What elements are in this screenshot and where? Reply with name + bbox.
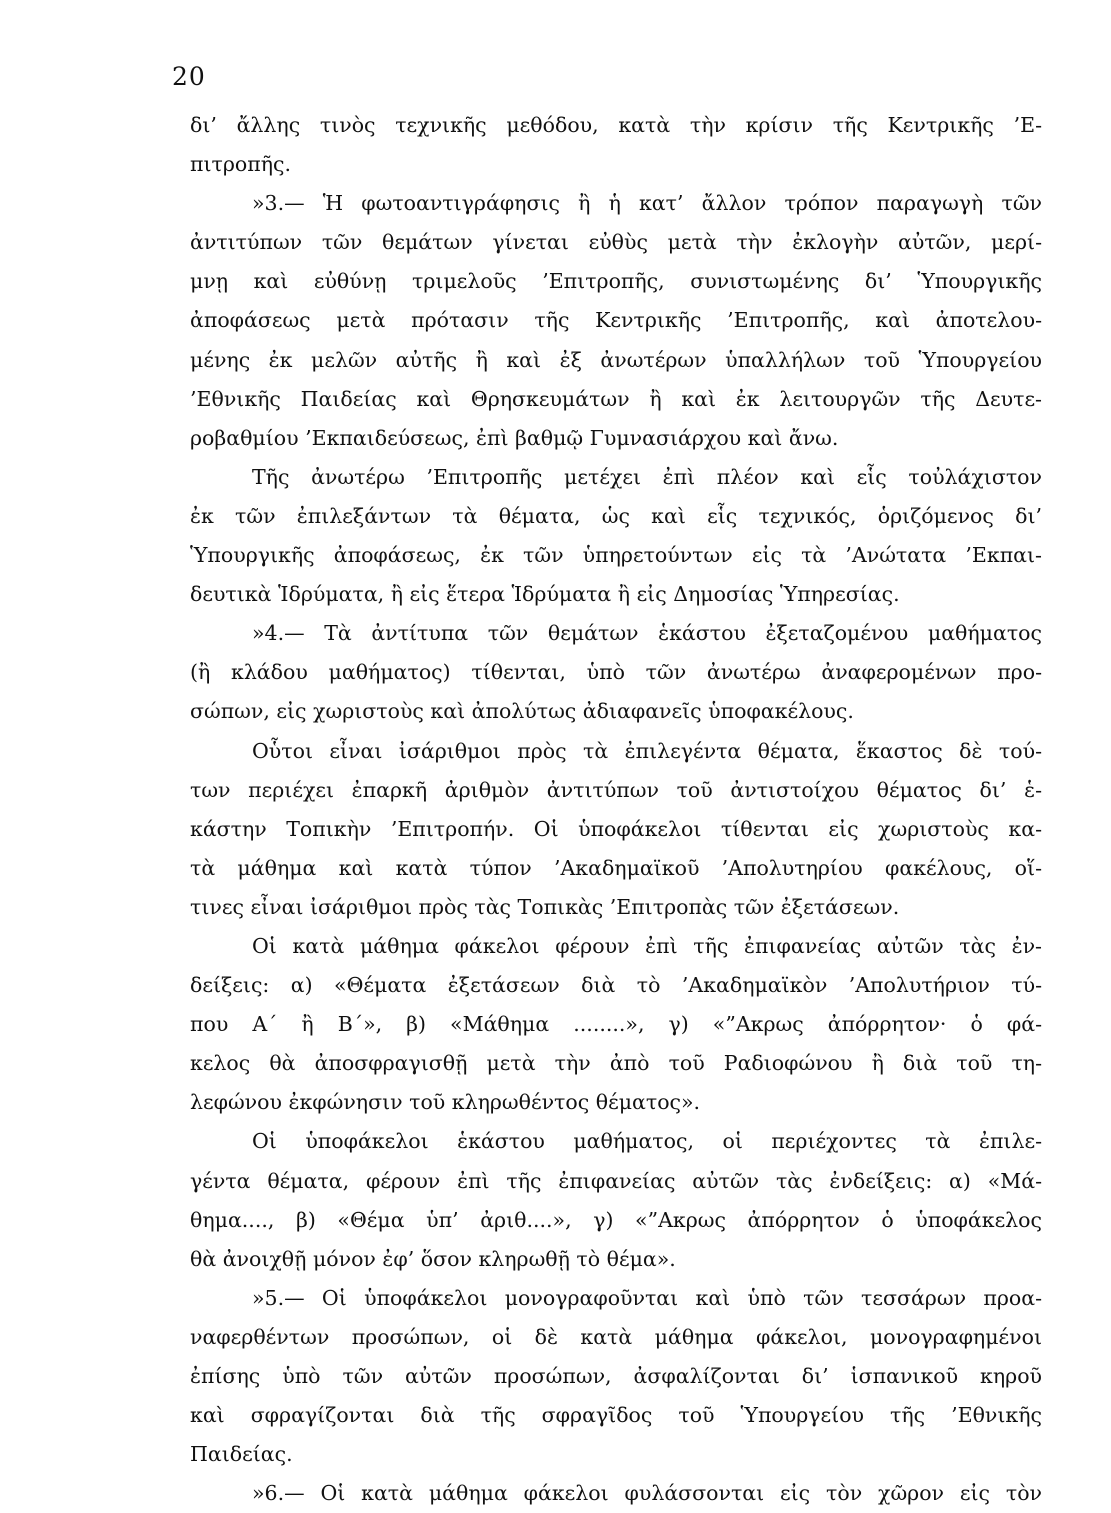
paragraph-start: Οἱ κατὰ μάθημα φάκελοι φέρουν ἐπὶ τῆς ἐπιφανείας αὐτῶν τὰς ἐν-: [252, 933, 1042, 958]
text-line: σώπων, εἰς χωριστοὺς καὶ ἀπολύτως ἀδιαφανεῖς ὑποφακέλους.: [190, 699, 854, 724]
section-6-start: »6.— Οἱ κατὰ μάθημα φάκελοι φυλάσσονται εἰς τὸν χῶρον εἰς τὸν: [252, 1481, 1042, 1506]
text-line: Ὑπουργικῆς ἀποφάσεως, ἐκ τῶν ὑπηρετούντων εἰς τὰ ’Ανώτατα ’Εκπαι-: [190, 543, 1042, 568]
text-line: μένης ἐκ μελῶν αὐτῆς ἢ καὶ ἐξ ἀνωτέρων ὑπαλλήλων τοῦ Ὑπουργείου: [190, 347, 1042, 372]
text-line: μνῃ καὶ εὐθύνῃ τριμελοῦς ’Επιτροπῆς, συνιστωμένης δι’ Ὑπουργικῆς: [190, 269, 1042, 294]
text-line: δι’ ἄλλης τινὸς τεχνικῆς μεθόδου, κατὰ τὴν κρίσιν τῆς Κεντρικῆς ’Ε-: [190, 113, 1042, 137]
text-line: θημα...., β) «Θέμα ὑπ’ ἀριθ....», γ) «”Ακρως ἀπόρρητον ὁ ὑποφάκελος: [190, 1207, 1042, 1232]
paragraph-start: Οἱ ὑποφάκελοι ἑκάστου μαθήματος, οἱ περιέχοντες τὰ ἐπιλε-: [252, 1129, 1042, 1154]
page-number: 20: [172, 62, 206, 91]
text-line: ’Εθνικῆς Παιδείας καὶ Θρησκευμάτων ἢ καὶ ἐκ λειτουργῶν τῆς Δευτε-: [190, 386, 1042, 411]
text-line: που Α΄ ἢ Β΄», β) «Μάθημα ........», γ) «”Ακρως ἀπόρρητον· ὁ φά-: [190, 1012, 1042, 1037]
text-line: καὶ σφραγίζονται διὰ τῆς σφραγῖδος τοῦ Ὑπουργείου τῆς ’Εθνικῆς: [190, 1403, 1042, 1428]
text-line: ναφερθέντων προσώπων, οἱ δὲ κατὰ μάθημα φάκελοι, μονογραφημένοι: [190, 1324, 1042, 1349]
text-line: Παιδείας.: [190, 1442, 293, 1467]
text-line: τὰ μάθημα καὶ κατὰ τύπον ’Ακαδημαϊκοῦ ’Απολυτηρίου φακέλους, οἵ-: [190, 855, 1042, 880]
text-line: θὰ ἀνοιχθῇ μόνον ἐφ’ ὅσον κληρωθῇ τὸ θέμα».: [190, 1246, 676, 1271]
text-line: κάστην Τοπικὴν ’Επιτροπήν. Οἱ ὑποφάκελοι τίθενται εἰς χωριστοὺς κα-: [190, 816, 1042, 841]
section-5-start: »5.— Οἱ ὑποφάκελοι μονογραφοῦνται καὶ ὑπὸ τῶν τεσσάρων προα-: [252, 1285, 1042, 1310]
text-line: πιτροπῆς.: [190, 152, 291, 177]
text-line: κελος θὰ ἀποσφραγισθῇ μετὰ τὴν ἀπὸ τοῦ Ραδιοφώνου ἢ διὰ τοῦ τη-: [190, 1051, 1042, 1076]
section-4-start: »4.— Τὰ ἀντίτυπα τῶν θεμάτων ἑκάστου ἐξεταζομένου μαθήματος: [252, 621, 1042, 646]
text-line: τινες εἶναι ἰσάριθμοι πρὸς τὰς Τοπικὰς ’Επιτροπὰς τῶν ἐξετάσεων.: [190, 894, 900, 919]
text-line: ἀντιτύπων τῶν θεμάτων γίνεται εὐθὺς μετὰ τὴν ἐκλογὴν αὐτῶν, μερί-: [190, 230, 1042, 255]
text-line: δείξεις: α) «Θέματα ἐξετάσεων διὰ τὸ ’Ακαδημαϊκὸν ’Απολυτήριον τύ-: [190, 973, 1042, 998]
text-line: γέντα θέματα, φέρουν ἐπὶ τῆς ἐπιφανείας αὐτῶν τὰς ἐνδείξεις: α) «Μά-: [190, 1168, 1042, 1193]
body-text: [190, 106, 1042, 1513]
text-line: λεφώνου ἐκφώνησιν τοῦ κληρωθέντος θέματος».: [190, 1090, 701, 1115]
text-line: (ἢ κλάδου μαθήματος) τίθενται, ὑπὸ τῶν ἀνωτέρω ἀναφερομένων προ-: [190, 660, 1042, 685]
text-line: ἐκ τῶν ἐπιλεξάντων τὰ θέματα, ὡς καὶ εἷς τεχνικός, ὁριζόμενος δι’: [190, 503, 1042, 528]
text-line: δευτικὰ Ἱδρύματα, ἢ εἰς ἕτερα Ἱδρύματα ἢ εἰς Δημοσίας Ὑπηρεσίας.: [190, 582, 900, 607]
section-3-start: »3.— Ἡ φωτοαντιγράφησις ἢ ἡ κατ’ ἄλλον τρόπον παραγωγὴ τῶν: [252, 191, 1042, 216]
text-line: ἀποφάσεως μετὰ πρότασιν τῆς Κεντρικῆς ’Επιτροπῆς, καὶ ἀποτελου-: [190, 308, 1042, 333]
text-line: ἐπίσης ὑπὸ τῶν αὐτῶν προσώπων, ἀσφαλίζονται δι’ ἱσπανικοῦ κηροῦ: [190, 1364, 1042, 1388]
paragraph-start: Τῆς ἀνωτέρω ’Επιτροπῆς μετέχει ἐπὶ πλέον καὶ εἷς τοὐλάχιστον: [252, 464, 1042, 489]
text-line: ροβαθμίου ’Εκπαιδεύσεως, ἐπὶ βαθμῷ Γυμνασιάρχου καὶ ἄνω.: [190, 425, 839, 450]
paragraph-start: Οὗτοι εἶναι ἰσάριθμοι πρὸς τὰ ἐπιλεγέντα θέματα, ἕκαστος δὲ τού-: [252, 738, 1042, 763]
text-line: των περιέχει ἐπαρκῆ ἀριθμὸν ἀντιτύπων τοῦ ἀντιστοίχου θέματος δι’ ἑ-: [190, 777, 1042, 802]
